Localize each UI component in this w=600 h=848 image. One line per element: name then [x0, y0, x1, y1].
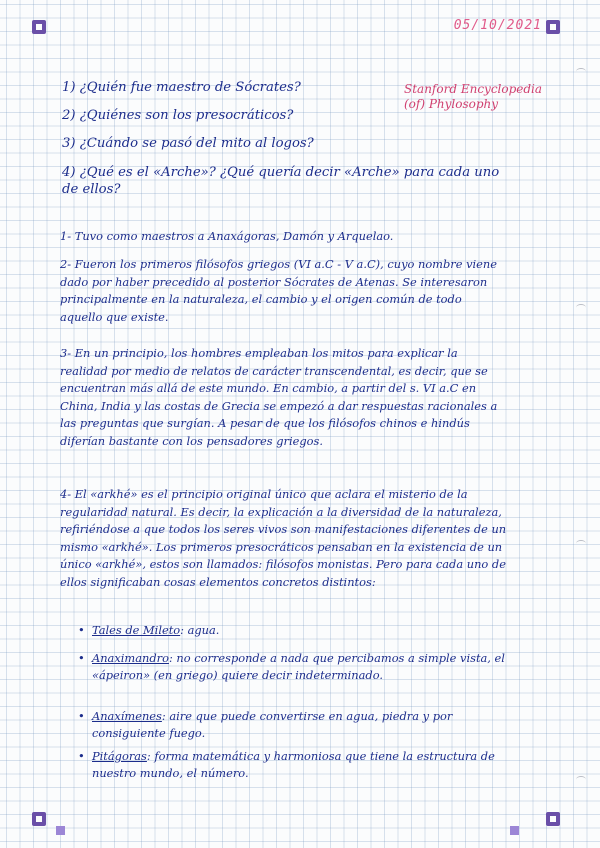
corner-marker-top-right: [546, 20, 560, 34]
answer-3: 3- En un principio, los hombres empleaban los mitos para explicar la realidad por medio de relatos de carácter transcendental, es decir, que se encuentran más allá de este mundo. En cambio, a partir del s. VI a.C en China, India y las costas de Grecia se empezó a dar respuestas racionales a las preguntas que surgían. A pesar de que los filósofos chinos e hindús diferían bastante con los pensadores griegos.: [60, 346, 498, 448]
philosopher-name: Anaxímenes: [92, 709, 162, 723]
philosopher-name: Tales de Mileto: [92, 623, 181, 637]
answer-1: 1- Tuvo como maestros a Anaxágoras, Damón y Arquelao.: [60, 229, 394, 243]
question-4: 4) ¿Qué es el «Arche»? ¿Qué quería decir «Arche» para cada uno de ellos?: [62, 165, 500, 197]
philosopher-name: Pitágoras: [92, 749, 147, 763]
corner-marker-bottom-left: [32, 812, 46, 826]
philosopher-item-tales: [78, 622, 508, 639]
philosopher-name: Anaximandro: [92, 651, 169, 665]
corner-marker-bottom-right: [546, 812, 560, 826]
square-marker-small-right: [510, 826, 519, 835]
date-label: 05/10/2021: [453, 18, 542, 33]
square-marker-small-left: [56, 826, 65, 835]
binder-hole: [576, 540, 586, 547]
bullet-dot: •: [78, 623, 85, 637]
philosopher-item-anaximenes: [78, 708, 508, 742]
question-3: 3) ¿Cuándo se pasó del mito al logos?: [62, 136, 314, 151]
philosopher-arche: : forma matemática y harmoniosa que tiene la estructura de nuestro mundo, el número.: [92, 749, 495, 780]
binder-hole: [576, 304, 586, 311]
answer-2: 2- Fueron los primeros filósofos griegos (VI a.C - V a.C), cuyo nombre viene dado por haber precedido al posterior Sócrates de Atenas. Se interesaron principalmente en la naturaleza, el cambio y el origen común de todo aquello que existe.: [60, 257, 497, 324]
corner-marker-top-left: [32, 20, 46, 34]
philosopher-item-anaximandro: [78, 650, 508, 684]
binder-hole: [576, 776, 586, 783]
philosopher-arche: : agua.: [180, 623, 220, 637]
philosopher-arche: : no corresponde a nada que percibamos a simple vista, el «ápeiron» (en griego) quiere decir indeterminado.: [92, 651, 505, 682]
question-2: 2) ¿Quiénes son los presocráticos?: [62, 108, 294, 123]
bullet-dot: •: [78, 749, 85, 763]
answer-4: 4- El «arkhé» es el principio original único que aclara el misterio de la regularidad natural. Es decir, la explicación a la diversidad de la naturaleza, refiriéndose a que todos los seres vivos son manifestaciones diferentes de un mismo «arkhé». Los primeros presocráticos pensaban en la existencia de un único «arkhé», estos son llamados: filósofos monistas. Pero para cada uno de ellos significaban cosas elementos concretos distintos:: [60, 487, 507, 589]
philosopher-item-pitagoras: [78, 748, 508, 782]
bullet-dot: •: [78, 651, 85, 665]
source-note: Stanford Encyclopedia (of) Phylosophy: [404, 82, 543, 111]
binder-hole: [576, 68, 586, 75]
question-1: 1) ¿Quién fue maestro de Sócrates?: [62, 80, 301, 95]
philosopher-arche: : aire que puede convertirse en agua, piedra y por consiguiente fuego.: [92, 709, 453, 740]
bullet-dot: •: [78, 709, 85, 723]
